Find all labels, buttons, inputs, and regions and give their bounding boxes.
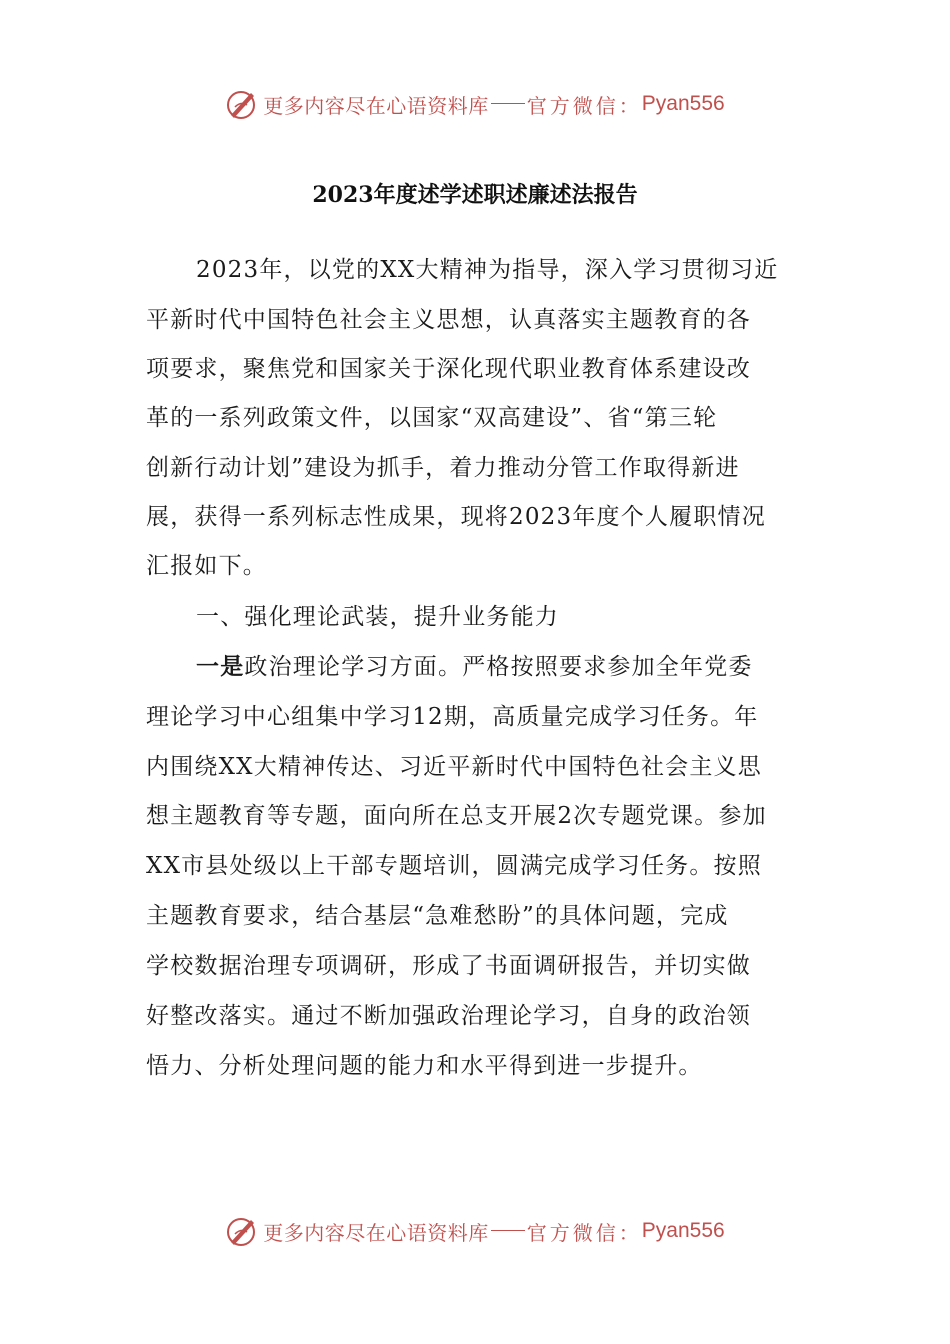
paragraph-line: XX市县处级以上干部专题培训，圆满完成学习任务。按照	[146, 853, 762, 879]
site-name: 更多内容尽在心语资料库	[263, 93, 489, 118]
paragraph-line: 主题教育要求，结合基层“急难愁盼”的具体问题，完成	[146, 903, 729, 929]
paragraph-line: 学校数据治理专项调研，形成了书面调研报告，并切实做	[146, 953, 751, 979]
paragraph-line: 项要求，聚焦党和国家关于深化现代职业教育体系建设改	[146, 356, 751, 382]
paragraph-line: 汇报如下。	[146, 553, 267, 579]
point-text: 政治理论学习方面。严格按照要求参加全年党委	[244, 654, 753, 680]
point-label: 一是	[196, 653, 245, 680]
wechat-id: Pyan556	[641, 1219, 725, 1242]
section-heading: 一、强化理论武装，提升业务能力	[196, 604, 559, 630]
pen-logo-icon	[225, 87, 259, 121]
paragraph-line: 平新时代中国特色社会主义思想，认真落实主题教育的各	[146, 307, 751, 333]
paragraph-line: 悟力、分析处理问题的能力和水平得到进一步提升。	[146, 1053, 703, 1079]
wechat-label: 官方微信：	[526, 93, 642, 118]
pen-logo-icon	[225, 1214, 259, 1248]
paragraph-line: 理论学习中心组集中学习12期，高质量完成学习任务。年	[146, 704, 759, 730]
document-title: 2023年度述学述职述廉述法报告	[312, 182, 638, 208]
paragraph-line: 创新行动计划”建设为抓手，着力推动分管工作取得新进	[146, 455, 740, 481]
paragraph-line: 2023年，以党的XX大精神为指导，深入学习贯彻习近	[196, 257, 779, 283]
header-watermark	[0, 84, 950, 124]
paragraph-line: 好整改落实。通过不断加强政治理论学习，自身的政治领	[146, 1003, 751, 1029]
paragraph-line: 内围绕XX大精神传达、习近平新时代中国特色社会主义思	[146, 754, 762, 780]
footer-watermark	[0, 1211, 950, 1251]
separator-dash	[491, 1230, 525, 1231]
paragraph-line: 想主题教育等专题，面向所在总支开展2次专题党课。参加	[146, 803, 767, 829]
wechat-id: Pyan556	[641, 92, 725, 115]
paragraph-line: 展，获得一系列标志性成果，现将2023年度个人履职情况	[146, 504, 766, 530]
separator-dash	[491, 103, 525, 104]
site-name: 更多内容尽在心语资料库	[263, 1220, 489, 1245]
paragraph-line	[196, 647, 753, 687]
paragraph-line: 革的一系列政策文件，以国家“双高建设”、省“第三轮	[146, 405, 718, 431]
wechat-label: 官方微信：	[526, 1220, 642, 1245]
